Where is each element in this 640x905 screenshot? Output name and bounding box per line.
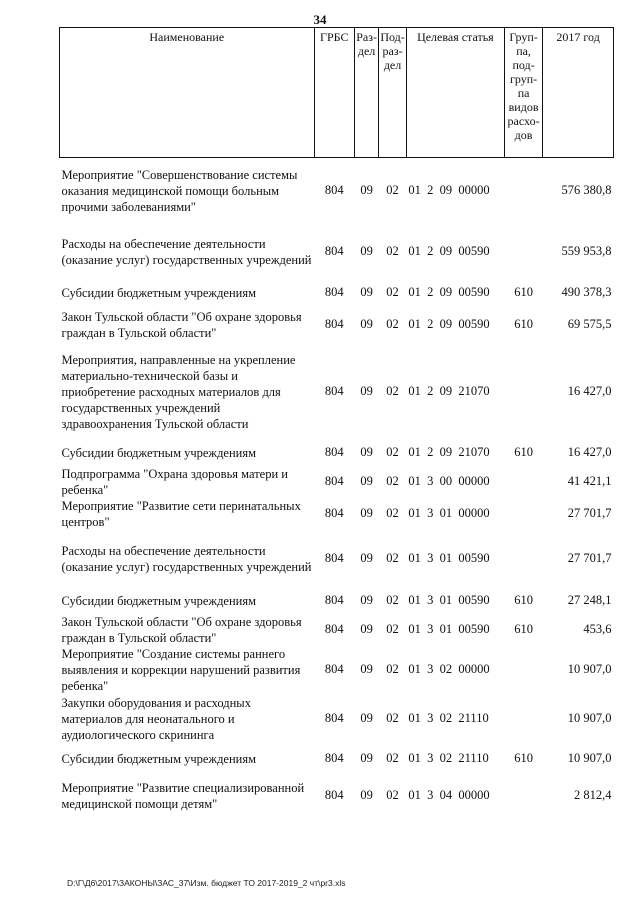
row-podrazdel: 02 (386, 474, 399, 488)
row-target: 01 2 09 00590 (408, 244, 490, 258)
row-razdel: 09 (360, 244, 373, 258)
row-target: 01 3 01 00590 (408, 593, 490, 607)
table-row (60, 466, 614, 498)
header-razdel: Раз- дел (354, 28, 378, 158)
row-amount: 10 907,0 (567, 662, 612, 676)
row-target: 01 2 09 00590 (408, 317, 490, 331)
file-path-footer: D:\Г\Д6\2017\ЗАКОНЫ\ЗАС_37\Изм. бюджет ТО 2017-2019_2 чт\pr3.xls (67, 878, 346, 888)
row-name: Мероприятие "Создание системы раннего выявления и коррекции нарушений развития ребенка" (61, 646, 301, 693)
table-row (60, 158, 614, 224)
row-podrazdel: 02 (386, 711, 399, 725)
row-grbs: 804 (324, 474, 344, 488)
table-row (60, 646, 614, 694)
row-group (504, 158, 542, 224)
row-name: Закон Тульской области "Об охране здоровья граждан в Тульской области" (61, 309, 302, 340)
header-group: Груп- па, под- груп- па видов расхо- дов (504, 28, 542, 158)
row-amount: 27 701,7 (567, 506, 612, 520)
row-podrazdel: 02 (386, 285, 399, 299)
row-name: Мероприятие "Развитие специализированной медицинской помощи детям" (61, 780, 305, 811)
page-number: 34 (313, 12, 327, 27)
row-amount: 10 907,0 (567, 751, 612, 765)
row-podrazdel: 02 (386, 622, 399, 636)
row-grbs: 804 (324, 445, 344, 459)
row-group: 610 (514, 285, 533, 299)
row-razdel: 09 (360, 445, 373, 459)
row-group (504, 774, 542, 818)
row-target: 01 3 02 00000 (408, 662, 490, 676)
table-row (60, 280, 614, 306)
row-amount: 16 427,0 (567, 445, 612, 459)
header-name: Наименование (60, 28, 315, 158)
row-target: 01 2 09 00590 (408, 285, 490, 299)
table-row (60, 614, 614, 646)
row-grbs: 804 (324, 662, 344, 676)
row-group (504, 498, 542, 530)
row-grbs: 804 (324, 183, 344, 198)
table-row (60, 440, 614, 466)
row-razdel: 09 (360, 506, 373, 520)
row-group (504, 694, 542, 744)
row-target: 01 2 09 00000 (408, 183, 490, 198)
row-target: 01 3 02 21110 (408, 751, 489, 765)
row-name: Расходы на обеспечение деятельности (оказание услуг) государственных учреждений (61, 543, 312, 574)
row-name: Субсидии бюджетным учреждениям (61, 751, 257, 766)
table-row (60, 344, 614, 440)
row-name: Субсидии бюджетным учреждениям (61, 445, 257, 460)
row-podrazdel: 02 (386, 183, 399, 198)
table-row (60, 530, 614, 588)
row-amount: 490 378,3 (561, 285, 612, 299)
row-podrazdel: 02 (386, 445, 399, 459)
row-grbs: 804 (324, 285, 344, 299)
row-amount: 10 907,0 (567, 711, 612, 725)
row-grbs: 804 (324, 506, 344, 520)
row-grbs: 804 (324, 593, 344, 607)
row-amount: 559 953,8 (561, 244, 612, 258)
row-podrazdel: 02 (386, 751, 399, 765)
budget-table (59, 27, 614, 818)
row-podrazdel: 02 (386, 244, 399, 258)
row-razdel: 09 (360, 751, 373, 765)
row-razdel: 09 (360, 788, 373, 802)
table-row (60, 498, 614, 530)
row-target: 01 3 00 00000 (408, 474, 490, 488)
row-name: Субсидии бюджетным учреждениям (61, 593, 257, 608)
row-podrazdel: 02 (386, 593, 399, 607)
row-group (504, 646, 542, 694)
row-amount: 41 421,1 (567, 474, 612, 488)
row-grbs: 804 (324, 751, 344, 765)
row-razdel: 09 (360, 317, 373, 331)
row-grbs: 804 (324, 317, 344, 331)
row-razdel: 09 (360, 711, 373, 725)
row-razdel: 09 (360, 622, 373, 636)
row-podrazdel: 02 (386, 384, 399, 398)
table-row (60, 588, 614, 614)
row-target: 01 3 01 00000 (408, 506, 490, 520)
row-amount: 16 427,0 (567, 384, 612, 398)
row-target: 01 2 09 21070 (408, 445, 490, 459)
row-name: Расходы на обеспечение деятельности (оказание услуг) государственных учреждений (61, 236, 312, 267)
row-group: 610 (514, 317, 533, 331)
row-group: 610 (514, 593, 533, 607)
row-podrazdel: 02 (386, 506, 399, 520)
row-group (504, 224, 542, 280)
row-amount: 69 575,5 (567, 317, 612, 331)
row-group (504, 466, 542, 498)
row-podrazdel: 02 (386, 317, 399, 331)
header-year: 2017 год (543, 28, 614, 158)
row-name: Мероприятия, направленные на укрепление материально-технической базы и приобретение расходных материалов для государственных учреждений здравоохранения Тульской области (61, 352, 296, 431)
row-group: 610 (514, 622, 533, 636)
row-name: Подпрограмма "Охрана здоровья матери и ребенка" (61, 466, 288, 497)
table-row (60, 224, 614, 280)
row-grbs: 804 (324, 244, 344, 258)
row-podrazdel: 02 (386, 788, 399, 802)
table-row (60, 744, 614, 774)
row-target: 01 3 02 21110 (408, 711, 489, 725)
row-group (504, 344, 542, 440)
row-name: Субсидии бюджетным учреждениям (61, 285, 257, 300)
row-group: 610 (514, 445, 533, 459)
row-podrazdel: 02 (386, 662, 399, 676)
row-amount: 453,6 (583, 622, 612, 636)
table-row (60, 774, 614, 818)
table-body (60, 158, 614, 818)
row-razdel: 09 (360, 183, 373, 198)
row-grbs: 804 (324, 551, 344, 565)
row-name: Мероприятие "Развитие сети перинатальных центров" (61, 498, 301, 529)
row-podrazdel: 02 (386, 551, 399, 565)
row-razdel: 09 (360, 662, 373, 676)
row-razdel: 09 (360, 551, 373, 565)
row-amount: 27 248,1 (567, 593, 612, 607)
table-row (60, 694, 614, 744)
row-name: Мероприятие "Совершенствование системы оказания медицинской помощи больным прочими заболеваниями" (61, 167, 298, 214)
header-target: Целевая статья (406, 28, 504, 158)
row-razdel: 09 (360, 593, 373, 607)
row-amount: 27 701,7 (567, 551, 612, 565)
row-group (504, 530, 542, 588)
header-podrazdel: Под- раз- дел (379, 28, 407, 158)
table-header-row (60, 28, 614, 158)
row-grbs: 804 (324, 788, 344, 802)
row-target: 01 2 09 21070 (408, 384, 490, 398)
row-target: 01 3 01 00590 (408, 622, 490, 636)
row-target: 01 3 01 00590 (408, 551, 490, 565)
header-grbs: ГРБС (314, 28, 354, 158)
row-group: 610 (514, 751, 533, 765)
row-grbs: 804 (324, 711, 344, 725)
row-amount: 576 380,8 (561, 183, 612, 198)
row-name: Закупки оборудования и расходных материалов для неонатального и аудиологического скрининга (61, 695, 251, 742)
row-grbs: 804 (324, 622, 344, 636)
row-amount: 2 812,4 (574, 788, 612, 802)
row-razdel: 09 (360, 384, 373, 398)
row-razdel: 09 (360, 285, 373, 299)
table-row (60, 306, 614, 344)
row-razdel: 09 (360, 474, 373, 488)
row-target: 01 3 04 00000 (408, 788, 490, 802)
row-name: Закон Тульской области "Об охране здоровья граждан в Тульской области" (61, 614, 302, 645)
row-grbs: 804 (324, 384, 344, 398)
